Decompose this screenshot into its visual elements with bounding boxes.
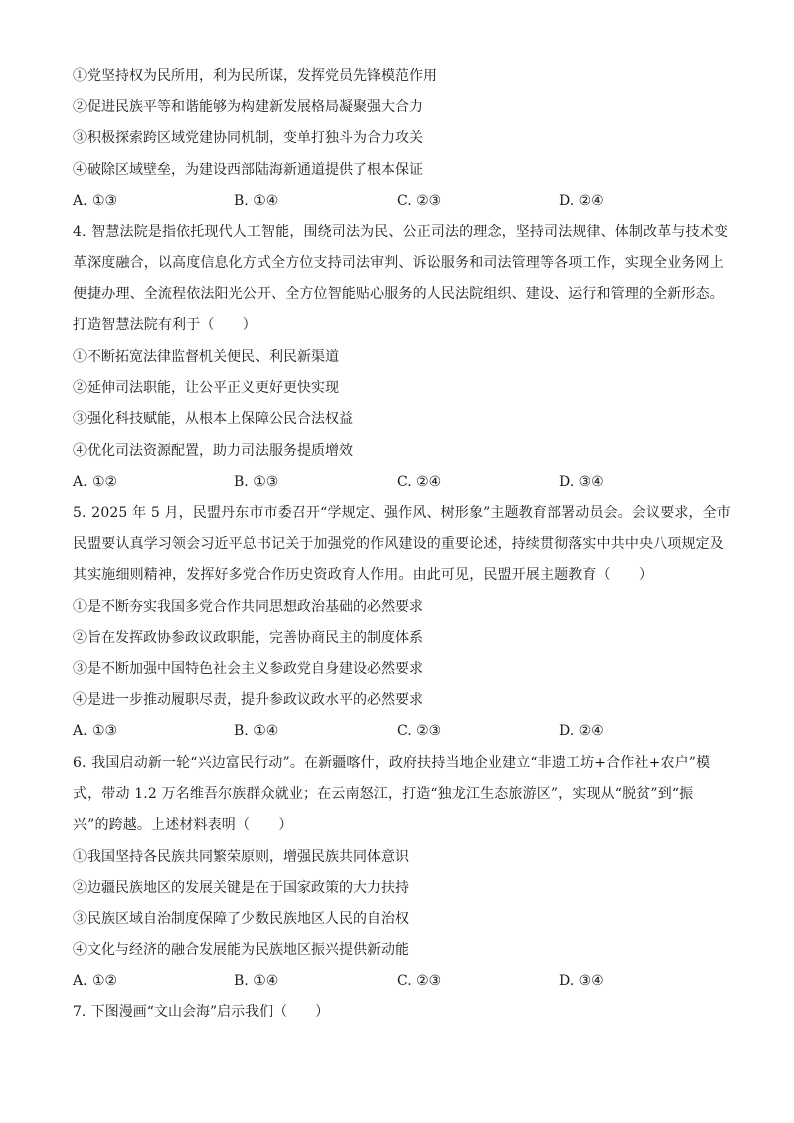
q4-stem	[73, 217, 733, 341]
q5-option-b[interactable]: B. ①④	[234, 723, 279, 739]
q4-stem-line: 革深度融合，以高度信息化方式全方位支持司法审判、诉讼服务和司法管理等各项工作，实现全业务网上	[73, 255, 724, 271]
q3-item-4: ④破除区域壁垒，为建设西部陆海新通道提供了根本保证	[73, 162, 423, 178]
q5-option-a[interactable]: A. ①③	[73, 723, 118, 739]
q4-item-1: ①不断拓宽法律监督机关便民、利民新渠道	[73, 349, 339, 365]
q5-stem-line: 5. 2025 年 5 月，民盟丹东市市委召开“学规定、强作风、树形象”主题教育部署动员会。会议要求，全市	[73, 505, 731, 521]
q5-item-2: ②旨在发挥政协参政议政职能，完善协商民主的制度体系	[73, 630, 423, 646]
q4-option-c[interactable]: C. ②④	[397, 474, 442, 490]
q3-item-1: ①党坚持权为民所用，利为民所谋，发挥党员先锋模范作用	[73, 68, 437, 84]
q4-stem-line: 便捷办理、全流程依法阳光公开、全方位智能贴心服务的人民法院组织、建设、运行和管理的全新形态。	[73, 286, 724, 302]
q4-option-a[interactable]: A. ①②	[73, 474, 118, 490]
q5-item-3: ③是不断加强中国特色社会主义参政党自身建设必然要求	[73, 661, 423, 677]
q6-option-d[interactable]: D. ③④	[559, 973, 604, 989]
q6-options	[73, 971, 733, 991]
q6-stem-line: 式，带动 1.2 万名维吾尔族群众就业；在云南怒江，打造“独龙江生态旅游区”，实现从“脱贫”到“振	[73, 786, 694, 802]
q5-stem-line: 其实施细则精神，发挥好多党合作历史资政育人作用。由此可见，民盟开展主题教育（ ）	[73, 567, 654, 583]
q5-stem-line: 民盟要认真学习领会习近平总书记关于加强党的作风建设的重要论述，持续贯彻落实中共中央八项规定及	[73, 536, 724, 552]
q4-stem-line: 打造智慧法院有利于（ ）	[73, 317, 257, 333]
q5-stem	[73, 498, 733, 591]
q4-item-3: ③强化科技赋能，从根本上保障公民合法权益	[73, 411, 353, 427]
q3-option-b[interactable]: B. ①④	[234, 193, 279, 209]
q6-stem	[73, 748, 733, 841]
q3-option-c[interactable]: C. ②③	[397, 193, 442, 209]
q5-item-4: ④是进一步推动履职尽责，提升参政议政水平的必然要求	[73, 692, 423, 708]
q3-option-a[interactable]: A. ①③	[73, 193, 118, 209]
q6-item-1: ①我国坚持各民族共同繁荣原则，增强民族共同体意识	[73, 849, 409, 865]
q4-options	[73, 472, 733, 492]
q4-item-2: ②延伸司法职能，让公平正义更好更快实现	[73, 380, 339, 396]
q6-stem-line: 兴”的跨越。上述材料表明（ ）	[73, 817, 293, 833]
q5-option-d[interactable]: D. ②④	[559, 723, 604, 739]
q6-item-3: ③民族区域自治制度保障了少数民族地区人民的自治权	[73, 911, 409, 927]
q6-option-a[interactable]: A. ①②	[73, 973, 118, 989]
q6-option-c[interactable]: C. ②③	[397, 973, 442, 989]
q6-option-b[interactable]: B. ①④	[234, 973, 279, 989]
q4-stem-line: 4. 智慧法院是指依托现代人工智能，围绕司法为民、公正司法的理念，坚持司法规律、体制改革与技术变	[73, 224, 729, 240]
q3-options	[73, 191, 733, 211]
q4-item-4: ④优化司法资源配置，助力司法服务提质增效	[73, 443, 353, 459]
q3-option-d[interactable]: D. ②④	[559, 193, 604, 209]
q3-item-2: ②促进民族平等和谐能够为构建新发展格局凝聚强大合力	[73, 99, 423, 115]
q5-item-1: ①是不断夯实我国多党合作共同思想政治基础的必然要求	[73, 599, 423, 615]
q3-item-3: ③积极探索跨区域党建协同机制，变单打独斗为合力攻关	[73, 130, 423, 146]
q4-option-b[interactable]: B. ①③	[234, 474, 279, 490]
q6-item-4: ④文化与经济的融合发展能为民族地区振兴提供新动能	[73, 942, 409, 958]
q5-option-c[interactable]: C. ②③	[397, 723, 442, 739]
q4-option-d[interactable]: D. ③④	[559, 474, 604, 490]
q6-stem-line: 6. 我国启动新一轮“兴边富民行动”。在新疆喀什，政府扶持当地企业建立“非遗工坊+合作社+农户”模	[73, 755, 711, 771]
q7-stem: 7. 下图漫画“文山会海”启示我们（ ）	[73, 1004, 330, 1020]
q5-options	[73, 721, 733, 741]
q6-item-2: ②边疆民族地区的发展关键是在于国家政策的大力扶持	[73, 880, 409, 896]
